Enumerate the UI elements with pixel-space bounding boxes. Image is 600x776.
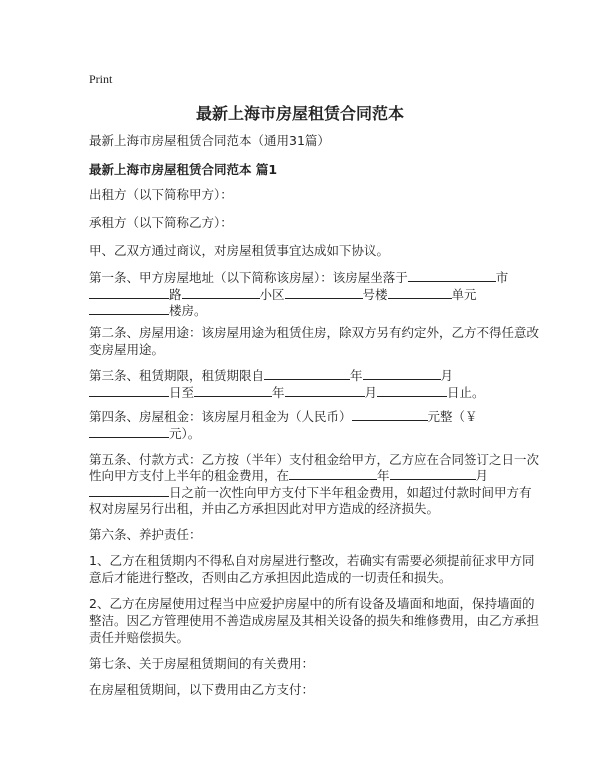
- article-7-line-1: 在房屋租赁期间，以下费用由乙方支付：: [89, 682, 315, 697]
- blank-field: [89, 483, 169, 497]
- article-4-line-1: 第四条、房屋租金：该房屋月租金为（人民币） 元整（￥: [89, 409, 478, 424]
- article-7-heading: 第七条、关于房屋租赁期间的有关费用：: [89, 656, 315, 671]
- blank-field: [390, 466, 476, 480]
- print-label[interactable]: Print: [89, 72, 113, 86]
- article-1-line-1: 第一条、甲方房屋地址（以下简称该房屋）：该房屋坐落于 市: [89, 270, 509, 285]
- page-title: 最新上海市房屋租赁合同范本: [195, 104, 404, 123]
- article-6-item-2-line-2: 整洁。因乙方管理使用不善造成房屋及其相关设备的损失和维修费用，由乙方承担: [89, 613, 540, 628]
- article-6-item-2-line-3: 责任并赔偿损失。: [89, 630, 190, 645]
- article-5-line-4: 权对房屋另行出租，并由乙方承担因此对甲方造成的经济损失。: [89, 501, 440, 516]
- blank-field: [194, 383, 272, 397]
- article-4-line-2: 元）。: [89, 424, 529, 444]
- article-6-item-1-line-2: 意后才能进行整改，否则由乙方承担因此造成的一切责任和损失。: [89, 570, 452, 585]
- article-1-line-2: 路 小区 号楼 单元: [89, 285, 529, 305]
- article-6-heading: 第六条、养护责任：: [89, 527, 202, 542]
- article-2-line-2: 变房屋用途。: [89, 342, 165, 357]
- lessor-line: 出租方（以下简称甲方）：: [89, 187, 233, 202]
- blank-field: [388, 285, 452, 299]
- blank-field: [89, 301, 169, 315]
- article-5-line-3: 日之前一次性向甲方支付下半年租金费用，如超过付款时间甲方有: [89, 483, 529, 503]
- blank-field: [89, 285, 169, 299]
- article-5-line-2: 性向甲方支付上半年的租金费用，在 年 月: [89, 468, 489, 483]
- lessee-line: 承租方（以下简称乙方）：: [89, 215, 233, 230]
- article-6-item-1-line-1: 1、乙方在租赁期内不得私自对房屋进行整改，若确实有需要必须提前征求甲方同: [89, 553, 535, 568]
- blank-field: [89, 383, 169, 397]
- blank-field: [264, 366, 350, 380]
- article-3-line-1: 第三条、租赁期限，租赁期限自 年 月: [89, 368, 454, 383]
- blank-field: [289, 466, 377, 480]
- blank-field: [363, 366, 441, 380]
- blank-field: [408, 268, 496, 282]
- section-heading: 最新上海市房屋租赁合同范本 篇1: [89, 162, 278, 177]
- blank-field: [89, 424, 169, 438]
- subtitle: 最新上海市房屋租赁合同范本（通用31篇）: [89, 133, 330, 148]
- blank-field: [377, 383, 447, 397]
- article-1-line-3: 楼房。: [89, 301, 529, 321]
- article-2-line-1: 第二条、房屋用途：该房屋用途为租赁住房，除双方另有约定外，乙方不得任意改: [89, 325, 540, 340]
- article-5-line-1: 第五条、付款方式：乙方按（半年）支付租金给甲方，乙方应在合同签订之日一次: [89, 452, 540, 467]
- intro-line: 甲、乙双方通过商议，对房屋租赁事宜达成如下协议。: [89, 243, 390, 258]
- article-3-line-2: 日至 年 月 日止。: [89, 383, 529, 403]
- blank-field: [285, 285, 363, 299]
- blank-field: [182, 285, 260, 299]
- blank-field: [352, 407, 428, 421]
- article-6-item-2-line-1: 2、乙方在房屋使用过程当中应爱护房屋中的所有设备及墙面和地面，保持墙面的: [89, 596, 535, 611]
- blank-field: [285, 383, 365, 397]
